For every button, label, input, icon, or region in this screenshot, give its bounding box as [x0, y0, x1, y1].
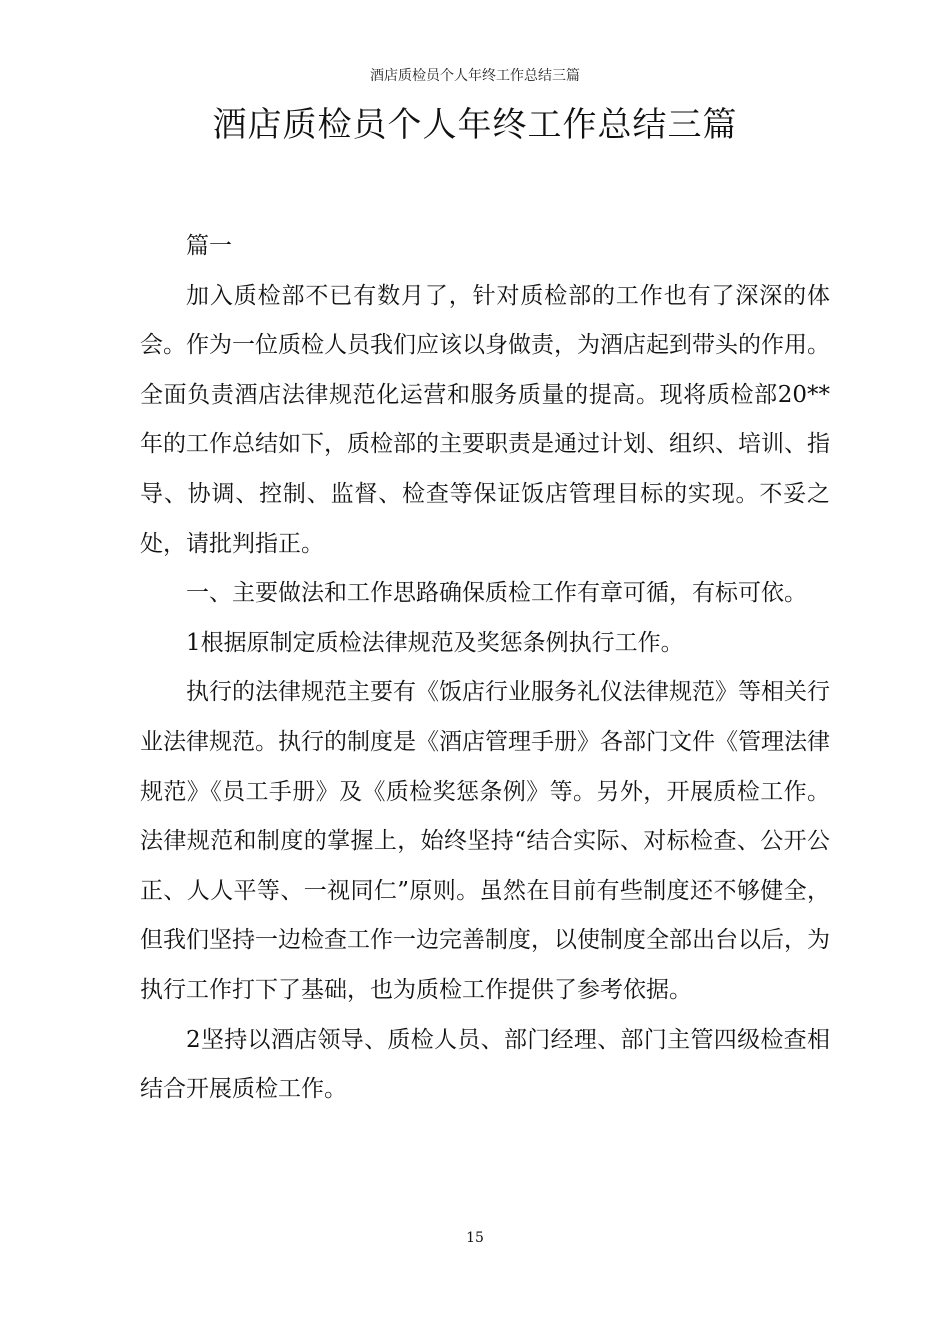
page-number: 15 [466, 1230, 484, 1246]
document-title: 酒店质检员个人年终工作总结三篇 [212, 105, 738, 145]
running-header: 酒店质检员个人年终工作总结三篇 [370, 68, 580, 84]
paragraph: 执行的法律规范主要有《饭店行业服务礼仪法律规范》等相关行业法律规范。执行的制度是《酒店管理手册》各部门文件《管理法律规范》《员工手册》及《质检奖惩条例》等。另外，开展质检工作。法律规范和制度的掌握上，始终坚持“结合实际、对标检查、公开公正、人人平等、一视同仁”原则。虽然在目前有些制度还不够健全，但我们坚持一边检查工作一边完善制度，以使制度全部出台以后，为执行工作打下了基础，也为质检工作提供了参考依据。 [140, 679, 830, 1003]
paragraph: 加入质检部不已有数月了，针对质检部的工作也有了深深的体会。作为一位质检人员我们应该以身做责，为酒店起到带头的作用。全面负责酒店法律规范化运营和服务质量的提高。现将质检部20**年的工作总结如下，质检部的主要职责是通过计划、组织、培训、指导、协调、控制、监督、检查等保证饭店管理目标的实现。不妥之处，请批判指正。 [140, 282, 830, 557]
section-heading: 篇一 [186, 233, 232, 259]
paragraph: 2坚持以酒店领导、质检人员、部门经理、部门主管四级检查相结合开展质检工作。 [140, 1026, 830, 1103]
paragraph: 1根据原制定质检法律规范及奖惩条例执行工作。 [186, 629, 684, 656]
document-body [140, 222, 830, 1115]
paragraph: 一、主要做法和工作思路确保质检工作有章可循，有标可依。 [186, 580, 807, 607]
